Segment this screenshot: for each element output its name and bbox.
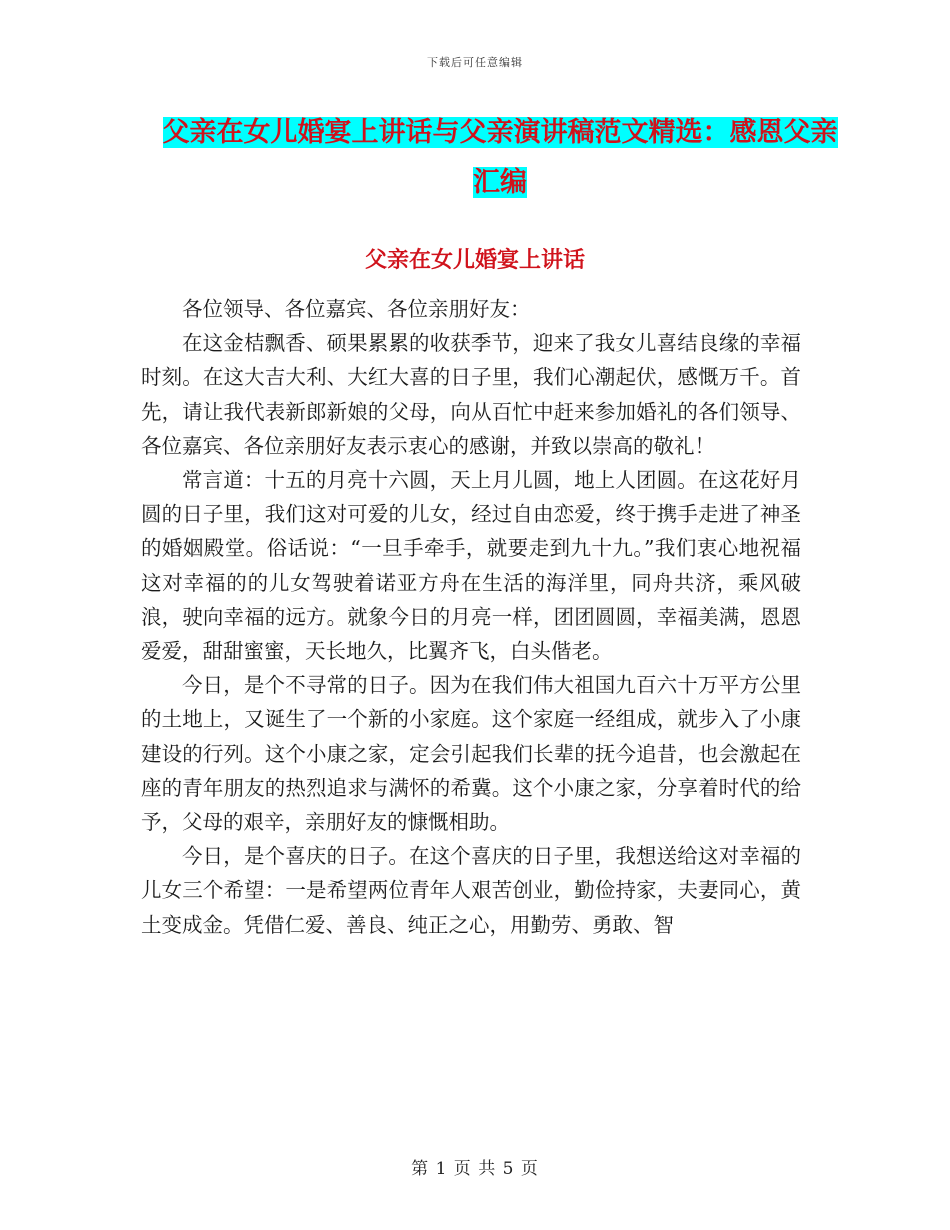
paragraph: 常言道：十五的月亮十六圆，天上月儿圆，地上人团圆。在这花好月圆的日子里，我们这对可爱的儿女，经过自由恋爱，终于携手走进了神圣的婚姻殿堂。俗话说：“一旦手牵手，就要走到九十九。”我们衷心地祝福这对幸福的的儿女驾驶着诺亚方舟在生活的海洋里，同舟共济，乘风破浪，驶向幸福的远方。就象今日的月亮一样，团团圆圆，幸福美满，恩恩爱爱，甜甜蜜蜜，天长地久，比翼齐飞，白头偕老。 <box>141 468 801 664</box>
paragraph-salutation: 各位领导、各位嘉宾、各位亲朋好友： <box>182 297 531 321</box>
paragraph: 今日，是个喜庆的日子。在这个喜庆的日子里，我想送给这对幸福的儿女三个希望：一是希望两位青年人艰苦创业，勤俭持家，夫妻同心，黄土变成金。凭借仁爱、善良、纯正之心，用勤劳、勇敢、智 <box>141 844 801 937</box>
paragraph: 在这金桔飘香、硕果累累的收获季节，迎来了我女儿喜结良缘的幸福时刻。在这大吉大利、大红大喜的日子里，我们心潮起伏，感慨万千。首先，请让我代表新郎新娘的父母，向从百忙中赶来参加婚礼的各们领导、各位嘉宾、各位亲朋好友表示衷心的感谢，并致以崇高的敬礼！ <box>141 331 801 458</box>
document-title-text: 父亲在女儿婚宴上讲话与父亲演讲稿范文精选：感恩父亲汇编 <box>162 117 838 198</box>
page-number: 第 1 页 共 5 页 <box>411 1159 539 1179</box>
document-body <box>141 292 801 942</box>
header-note: 下载后可任意编辑 <box>427 56 523 69</box>
section-title: 父亲在女儿婚宴上讲话 <box>364 248 585 273</box>
document-title <box>150 108 850 208</box>
paragraph: 今日，是个不寻常的日子。因为在我们伟大祖国九百六十万平方公里的土地上，又诞生了一个新的小家庭。这个家庭一经组成，就步入了小康建设的行列。这个小康之家，定会引起我们长辈的抚今追昔，也会激起在座的青年朋友的热烈追求与满怀的希冀。这个小康之家，分享着时代的给予，父母的艰辛，亲朋好友的慷慨相助。 <box>141 673 801 835</box>
